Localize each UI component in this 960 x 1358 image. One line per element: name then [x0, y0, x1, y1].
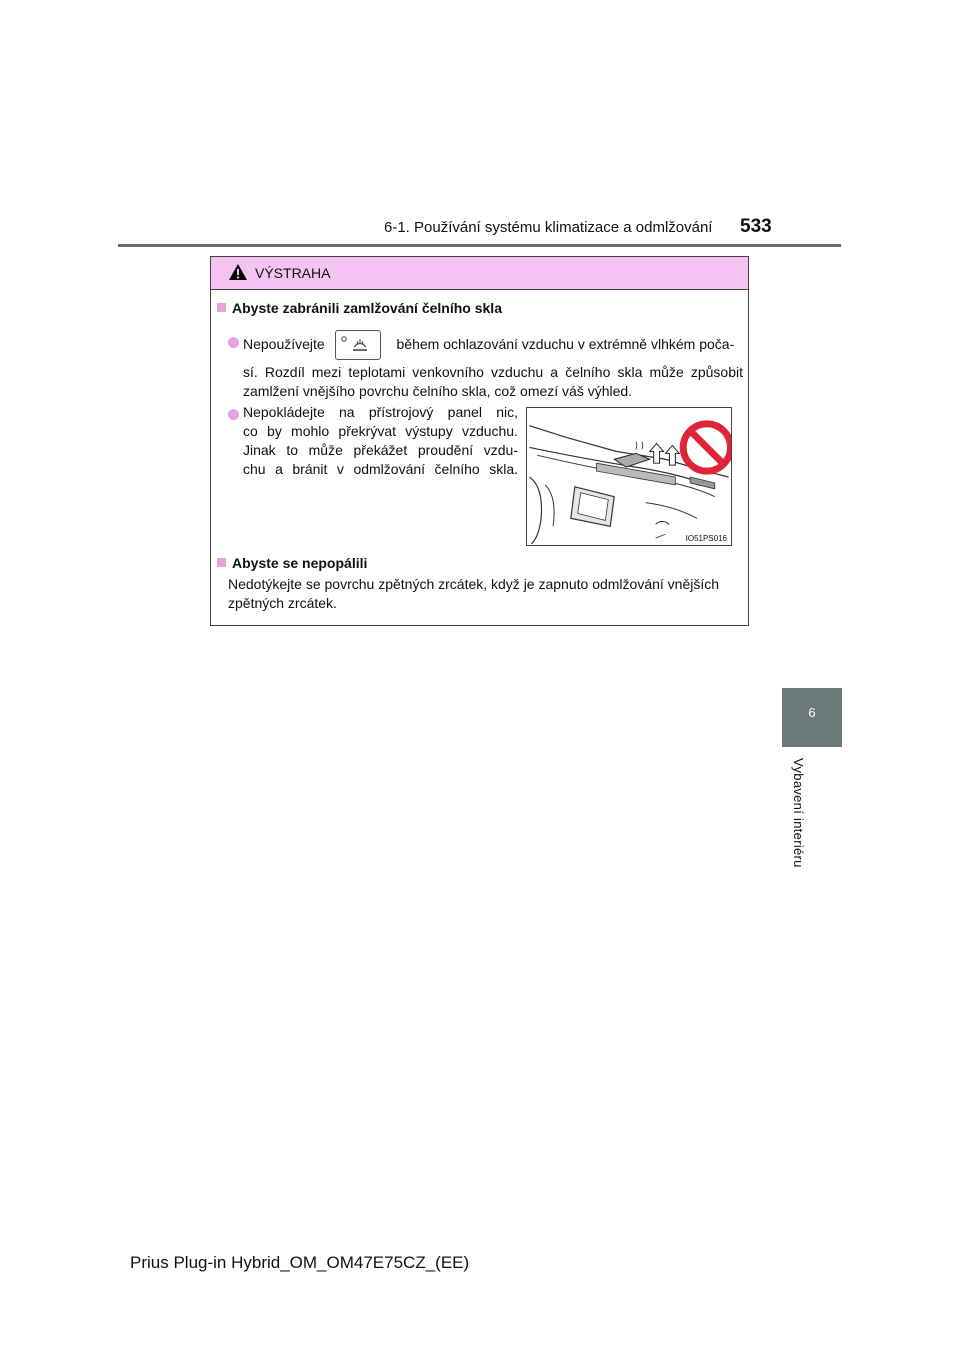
illustration-code: IO51PS016: [685, 534, 727, 543]
chapter-tab[interactable]: 6: [782, 688, 842, 747]
bullet-2-line-3: Jinak to může překážet proudění vzdu-: [243, 442, 518, 458]
bullet-1-text: [243, 327, 743, 401]
footer-model: Prius Plug-in Hybrid_OM_OM47E75CZ_(EE): [130, 1253, 470, 1272]
bullet-2-text: [243, 403, 518, 479]
dashboard-illustration: [526, 407, 732, 546]
chapter-label: Vybavení interiéru: [791, 758, 806, 868]
windshield-defogger-button-icon: [335, 330, 381, 360]
section-square-icon: [217, 303, 226, 312]
bullet-1-continuation: sí. Rozdíl mezi teplotami venkovního vzduchu a čelního skla může způsobit zamlžení vnějšího povrchu čelního skla, což omezí váš výhled.: [243, 364, 743, 399]
warning-header: [211, 257, 748, 290]
section-heading-fogging: [217, 300, 502, 316]
bullet-1-text-before: Nepoužívejte: [243, 336, 325, 352]
section-heading-fogging-text: Abyste zabránili zamlžování čelního skla: [232, 300, 502, 316]
bullet-dot-icon: [228, 409, 239, 420]
section-heading-burns: [217, 555, 367, 571]
bullet-dot-icon: [228, 337, 239, 348]
page-number: 533: [740, 216, 772, 237]
section-square-icon: [217, 558, 226, 567]
prohibited-sign-icon: [683, 424, 730, 471]
bullet-2-line-4: chu a bránit v odmlžování čelního skla.: [243, 461, 518, 477]
section-heading-burns-text: Abyste se nepopálili: [232, 555, 368, 571]
dashboard-drawing: [527, 408, 731, 545]
header-rule: [118, 244, 841, 247]
bullet-2-line-1: Nepokládejte na přístrojový panel nic,: [243, 404, 518, 420]
warning-triangle-icon: [228, 263, 248, 281]
page-header-title: 6-1. Používání systému klimatizace a odmlžování: [384, 219, 713, 236]
section-burns-text: Nedotýkejte se povrchu zpětných zrcátek, když je zapnuto odmlžování vnějších zpětných zrcátek.: [228, 576, 720, 611]
bullet-1-text-after: během ochlazování vzduchu v extrémně vlhkém poča-: [396, 336, 735, 352]
bullet-2-line-2: co by mohlo překrývat výstupy vzduchu.: [243, 423, 518, 439]
warning-box: [210, 256, 749, 626]
warning-title: VÝSTRAHA: [255, 265, 331, 281]
